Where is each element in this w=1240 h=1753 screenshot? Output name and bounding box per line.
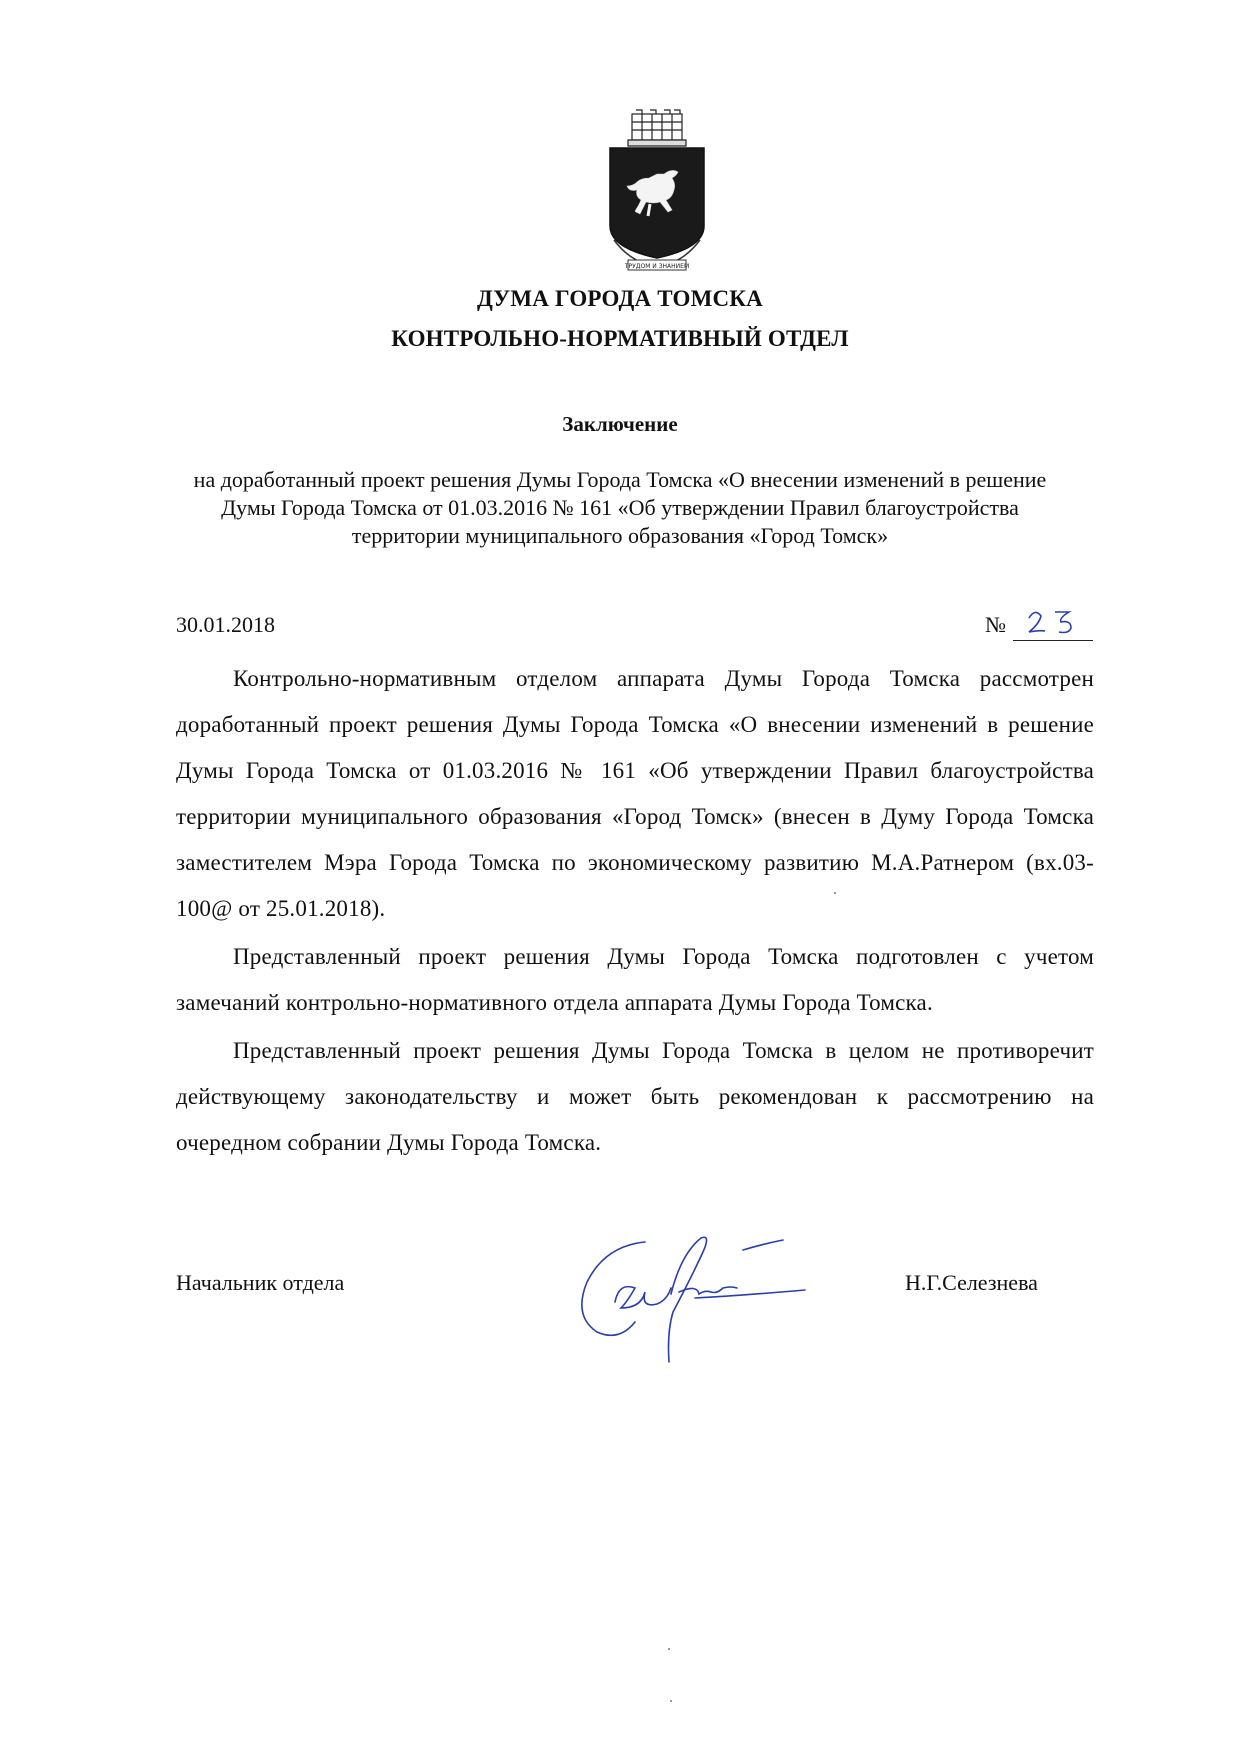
tomsk-coat-of-arms-icon [602,108,712,274]
signer-name: Н.Г.Селезнева [905,1270,1038,1295]
document-number [985,600,1095,640]
body-paragraph: Представленный проект решения Думы Города Томска в целом не противоречит действующему законодательству и может быть рекомендован к рассмотрению на очередном собрании Думы Города Томска. [176,1038,1094,1155]
number-label: № [985,612,1006,637]
document-subtitle: на доработанный проект решения Думы Города Томска «О внесении изменений в решение Думы Города Томска от 01.03.2016 № 161 «Об утверждении Правил благоустройства территории муниципального образования «Город Томск» [193,467,1047,548]
document-body [176,656,1094,1168]
handwritten-signature-icon [575,1228,815,1368]
body-paragraph: Контрольно-нормативным отделом аппарата Думы Города Томска рассмотрен доработанный проект решения Думы Города Томска «О внесении изменений в решение Думы Города Томска от 01.03.2016 № 161 «Об утверждении Правил благоустройства территории муниципального образования «Город Томск» (внесен в Думу Города Томска заместителем Мэра Города Томска по экономическому развитию М.А.Ратнером (вх.03- 100@ от 25.01.2018). [176,666,1094,921]
org-name: ДУМА ГОРОДА ТОМСКА [477,286,763,311]
handwritten-number-icon [1013,600,1093,640]
document-date: 30.01.2018 [176,612,275,637]
scan-speck [670,1700,672,1702]
body-paragraph: Представленный проект решения Думы Города Томска подготовлен с учетом замечаний контрольно-нормативного отдела аппарата Думы Города Томска. [176,944,1094,1015]
svg-text:ТРУДОМ И ЗНАНИЕМ: ТРУДОМ И ЗНАНИЕМ [624,263,690,270]
scan-speck [834,892,836,894]
document-title: Заключение [562,412,678,436]
signer-role: Начальник отдела [176,1270,345,1295]
scan-speck [668,1648,670,1650]
number-value-handwritten [1013,600,1093,641]
department-name: КОНТРОЛЬНО-НОРМАТИВНЫЙ ОТДЕЛ [391,326,849,351]
